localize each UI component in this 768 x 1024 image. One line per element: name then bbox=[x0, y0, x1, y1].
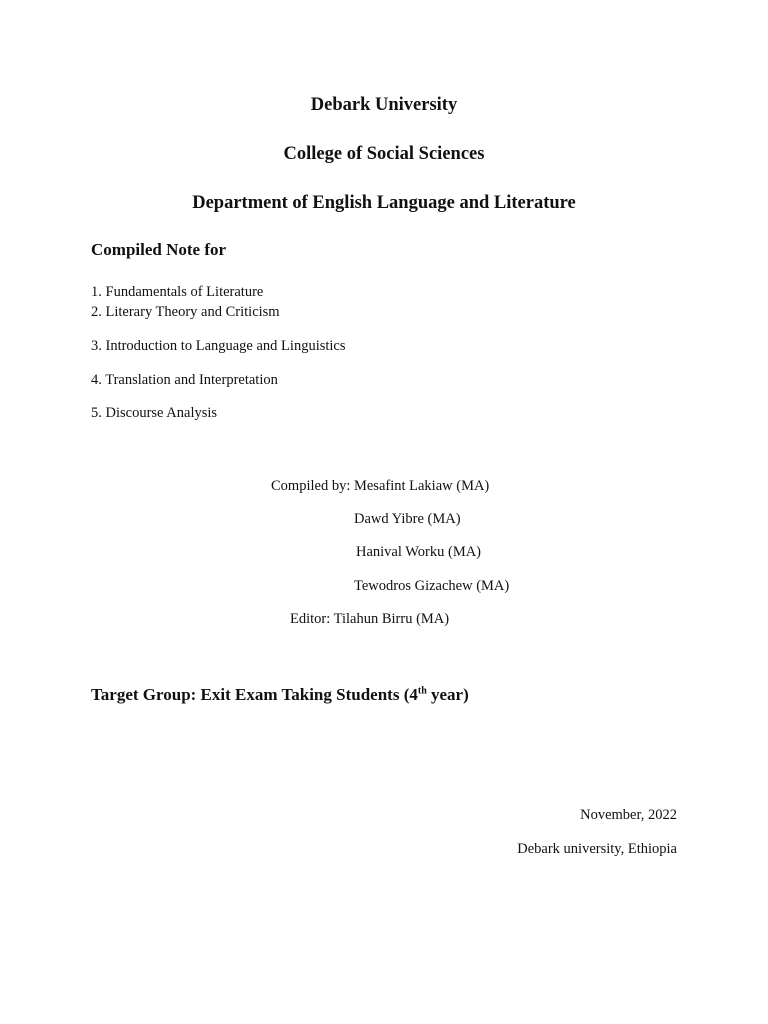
university-title: Debark University bbox=[310, 95, 458, 115]
course-item-3: 3. Introduction to Language and Linguistics bbox=[91, 338, 346, 354]
compiler-3: Hanival Worku (MA) bbox=[356, 544, 482, 560]
course-item-4: 4. Translation and Interpretation bbox=[91, 372, 278, 388]
target-group-suffix: year) bbox=[426, 685, 469, 704]
course-item-1: 1. Fundamentals of Literature bbox=[91, 284, 264, 300]
college-title: College of Social Sciences bbox=[283, 144, 485, 164]
compiled-note-heading: Compiled Note for bbox=[91, 240, 227, 259]
compiler-4: Tewodros Gizachew (MA) bbox=[354, 578, 510, 594]
footer-date: November, 2022 bbox=[580, 807, 677, 823]
compiled-by-line: Compiled by: Mesafint Lakiaw (MA) bbox=[271, 478, 490, 494]
target-group-line bbox=[91, 686, 469, 703]
course-item-5: 5. Discourse Analysis bbox=[91, 405, 218, 421]
target-group-superscript: th bbox=[417, 685, 427, 697]
editor-line: Editor: Tilahun Birru (MA) bbox=[290, 611, 450, 627]
target-group-prefix: Target Group: Exit Exam Taking Students (4 bbox=[91, 685, 418, 704]
footer-location: Debark university, Ethiopia bbox=[517, 841, 677, 857]
department-title: Department of English Language and Literature bbox=[192, 193, 576, 213]
course-item-2: 2. Literary Theory and Criticism bbox=[91, 304, 280, 320]
compiler-2: Dawd Yibre (MA) bbox=[354, 511, 461, 527]
